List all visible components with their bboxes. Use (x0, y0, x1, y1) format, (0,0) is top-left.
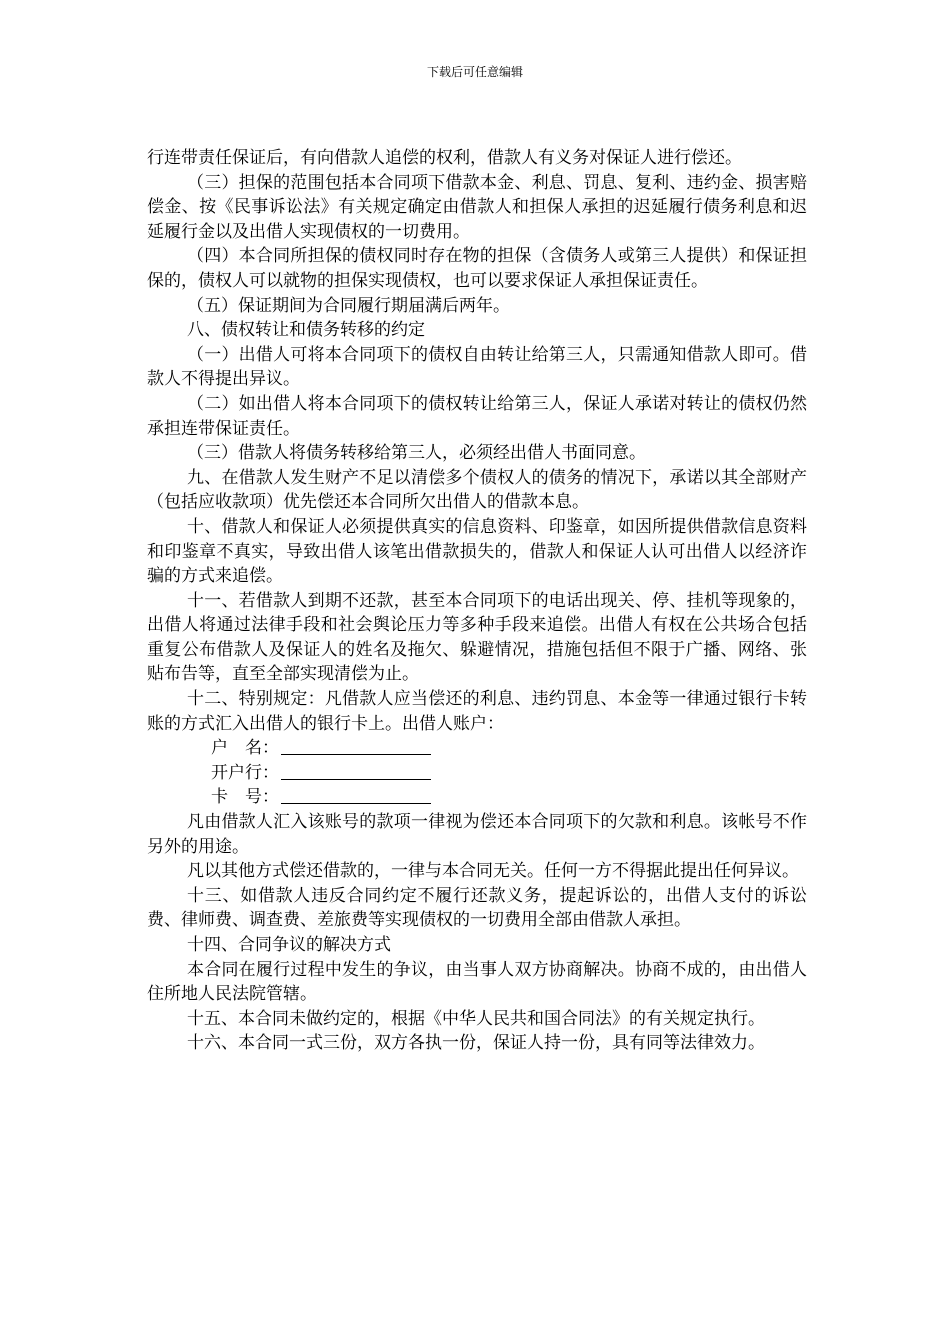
paragraph: （五）保证期间为合同履行期届满后两年。 (187, 295, 510, 316)
paragraph: （二）如出借人将本合同项下的债权转让给第三人，保证人承诺对转让的债权仍然承担连带保证责任。 (147, 393, 807, 439)
account-field (147, 761, 807, 786)
paragraph: （四）本合同所担保的债权同时存在物的担保（含债务人或第三人提供）和保证担保的，债权人可以就物的担保实现债权，也可以要求保证人承担保证责任。 (147, 246, 807, 291)
account-field-label: 开户行： (211, 762, 279, 783)
paragraph: 十四、合同争议的解决方式 (187, 935, 391, 955)
paragraph: 凡以其他方式偿还借款的，一律与本合同无关。任何一方不得据此提出任何异议。 (187, 861, 799, 882)
paragraph: 十一、若借款人到期不还款，甚至本合同项下的电话出现关、停、挂机等现象的，出借人将通过法律手段和社会舆论压力等多种手段来追偿。出借人有权在公共场合包括重复公布借款人及保证人的姓名及拖欠、躲避情况，措施包括但不限于广播、网络、张贴布告等，直至全部实现清偿为止。 (147, 590, 807, 685)
paragraph: 行连带责任保证后，有向借款人追偿的权利，借款人有义务对保证人进行偿还。 (147, 148, 742, 168)
account-field (147, 736, 807, 761)
account-field-blank[interactable] (281, 763, 431, 780)
paragraph: 十、借款人和保证人必须提供真实的信息资料、印鉴章，如因所提供借款信息资料和印鉴章不真实，导致出借人该笔出借款损失的，借款人和保证人认可出借人以经济诈骗的方式来追偿。 (147, 516, 807, 587)
page-header: 下载后可任意编辑 (426, 65, 523, 79)
account-field-label: 户 名： (211, 738, 279, 759)
paragraph: 十六、本合同一式三份，双方各执一份，保证人持一份，具有同等法律效力。 (187, 1033, 765, 1054)
paragraph: （三）借款人将债务转移给第三人，必须经出借人书面同意。 (187, 443, 646, 464)
paragraph: （三）担保的范围包括本合同项下借款本金、利息、罚息、复利、违约金、损害赔偿金、按《民事诉讼法》有关规定确定由借款人和担保人承担的迟延履行债务利息和迟延履行金以及出借人实现债权的一切费用。 (147, 172, 807, 242)
paragraph: 十二、特别规定：凡借款人应当偿还的利息、违约罚息、本金等一律通过银行卡转账的方式汇入出借人的银行卡上。出借人账户： (147, 689, 807, 734)
document-body (147, 146, 807, 1056)
paragraph: 九、在借款人发生财产不足以清偿多个债权人的债务的情况下，承诺以其全部财产（包括应收款项）优先偿还本合同所欠出借人的借款本息。 (147, 467, 807, 513)
account-field-blank[interactable] (281, 738, 431, 755)
paragraph: 十三、如借款人违反合同约定不履行还款义务，提起诉讼的，出借人支付的诉讼费、律师费、调查费、差旅费等实现债权的一切费用全部由借款人承担。 (147, 885, 807, 931)
paragraph: （一）出借人可将本合同项下的债权自由转让给第三人，只需通知借款人即可。借款人不得提出异议。 (147, 344, 807, 390)
paragraph: 凡由借款人汇入该账号的款项一律视为偿还本合同项下的欠款和利息。该帐号不作另外的用途。 (147, 812, 807, 857)
account-field-label: 卡 号： (211, 787, 279, 808)
paragraph: 本合同在履行过程中发生的争议，由当事人双方协商解决。协商不成的，由出借人住所地人民法院管辖。 (147, 959, 807, 1005)
paragraph: 十五、本合同未做约定的，根据《中华人民共和国合同法》的有关规定执行。 (187, 1008, 765, 1029)
account-field (147, 785, 807, 810)
account-field-blank[interactable] (281, 787, 431, 804)
paragraph: 八、债权转让和债务转移的约定 (187, 320, 425, 341)
